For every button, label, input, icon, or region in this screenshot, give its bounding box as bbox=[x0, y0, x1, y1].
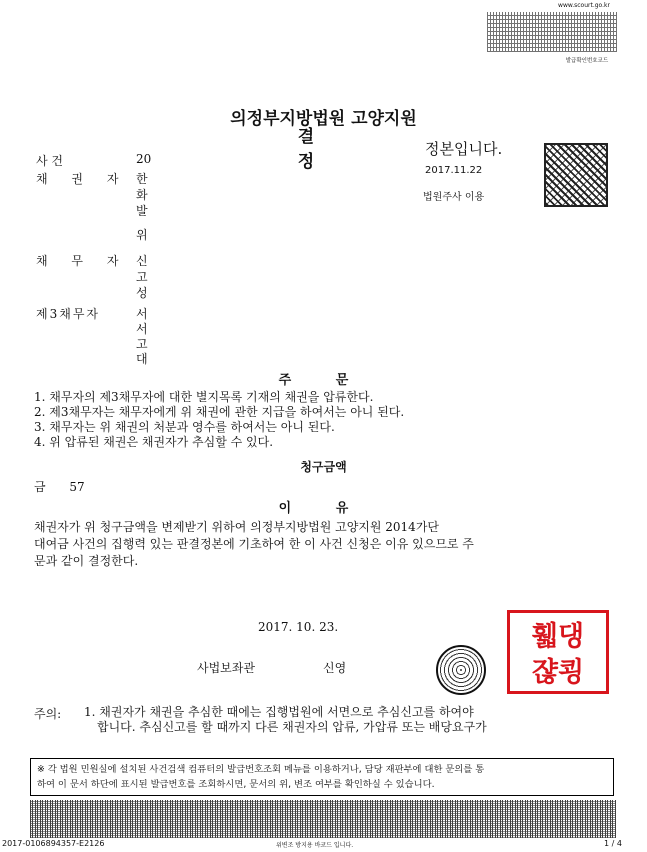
party-value-case: 20 bbox=[136, 152, 152, 166]
party-label-debtor: 채 무 자 bbox=[36, 254, 129, 268]
page-number: 1 / 4 bbox=[604, 839, 622, 848]
court-red-seal bbox=[507, 610, 609, 694]
issue-number: 2017-0106894357-E2126 bbox=[2, 839, 105, 848]
claim-amount: 금 57 bbox=[34, 480, 85, 494]
caution-label: 주의: bbox=[34, 707, 62, 721]
party-value-creditor-2: 화 bbox=[136, 188, 148, 202]
header-qr-code bbox=[487, 12, 617, 52]
barcode-caption: 위변조 방지용 바코드 입니다. bbox=[276, 842, 354, 849]
reason-line: 문과 같이 결정한다. bbox=[34, 554, 139, 568]
reason-body bbox=[34, 519, 614, 570]
header-qr-caption: 발급확인번호코드 bbox=[565, 58, 609, 64]
party-value-third-1: 서 bbox=[136, 307, 148, 321]
reason-line: 채권자가 위 청구금액을 변제받기 위하여 의정부지방법원 고양지원 2014가단 bbox=[34, 520, 440, 534]
certified-stamp-date: 2017.11.22 bbox=[425, 165, 483, 176]
caution-line: 합니다. 추심신고를 할 때까지 다른 채권자의 압류, 가압류 또는 배당요구가 bbox=[97, 720, 487, 734]
order-item: 4. 위 압류된 채권은 채권자가 추심할 수 있다. bbox=[34, 435, 274, 449]
order-item: 3. 채무자는 위 채권의 처분과 영수를 하여서는 아니 된다. bbox=[34, 420, 335, 434]
caution-line: 1. 채권자가 채권을 추심한 때에는 집행법원에 서면으로 추심신고를 하여야 bbox=[84, 705, 474, 719]
judge-seal-stamp bbox=[436, 645, 486, 695]
certified-stamp-clerk: 법원주사 이용 bbox=[423, 192, 485, 203]
party-value-debtor-2: 고 bbox=[136, 270, 148, 284]
notice-line: 하여 이 문서 하단에 표시된 발급번호를 조회하시면, 문서의 위, 변조 여부를 확인하실 수 있습니다. bbox=[37, 779, 435, 790]
party-value-creditor-3: 발 bbox=[136, 204, 148, 218]
order-section-title: 주 문 bbox=[278, 373, 369, 388]
party-label-case: 사 건 bbox=[36, 154, 63, 168]
party-label-third-debtor: 제3채무자 bbox=[36, 307, 101, 321]
party-value-third-4: 대 bbox=[136, 352, 148, 366]
party-value-debtor-3: 성 bbox=[136, 286, 148, 300]
certified-stamp-text: 정본입니다. bbox=[425, 140, 503, 158]
judge-title: 사법보좌관 bbox=[197, 661, 255, 675]
order-list bbox=[34, 390, 614, 450]
reason-title: 이 유 bbox=[278, 501, 369, 516]
notice-line: ※ 각 법원 민원실에 설치된 사건검색 컴퓨터의 발급번호조회 메뉴를 이용하거나, 담당 재판부에 대한 문의를 통 bbox=[37, 764, 485, 775]
red-seal-line: 쟎쾽 bbox=[531, 657, 585, 688]
order-item: 1. 채무자의 제3채무자에 대한 별지목록 기재의 채권을 압류한다. bbox=[34, 390, 374, 404]
party-value-third-2: 서 bbox=[136, 322, 148, 336]
reason-line: 대여금 사건의 집행력 있는 판결정본에 기초하여 한 이 사건 신청은 이유 있으므로 주 bbox=[34, 537, 474, 551]
document-type: 결 정 bbox=[297, 127, 373, 172]
party-value-creditor-1: 한 bbox=[136, 172, 148, 186]
order-item: 2. 제3채무자는 채무자에게 위 채권에 관한 지급을 하여서는 아니 된다. bbox=[34, 405, 405, 419]
header-url: www.scourt.go.kr bbox=[558, 2, 610, 9]
clerk-seal-stamp bbox=[544, 143, 608, 207]
decision-date: 2017. 10. 23. bbox=[258, 620, 339, 634]
party-value-creditor-5: 위 bbox=[136, 228, 148, 242]
red-seal-line: 휇댕 bbox=[531, 621, 585, 652]
judge-name: 신영 bbox=[323, 661, 347, 675]
party-label-creditor: 채 권 자 bbox=[36, 172, 129, 186]
party-value-debtor-1: 신 bbox=[136, 254, 148, 268]
court-name: 의정부지방법원 고양지원 bbox=[230, 109, 417, 129]
party-value-third-3: 고 bbox=[136, 337, 148, 351]
caution-body bbox=[84, 705, 604, 735]
anti-forgery-barcode bbox=[30, 800, 616, 838]
claim-title: 청구금액 bbox=[300, 460, 347, 474]
verification-notice bbox=[30, 758, 614, 796]
